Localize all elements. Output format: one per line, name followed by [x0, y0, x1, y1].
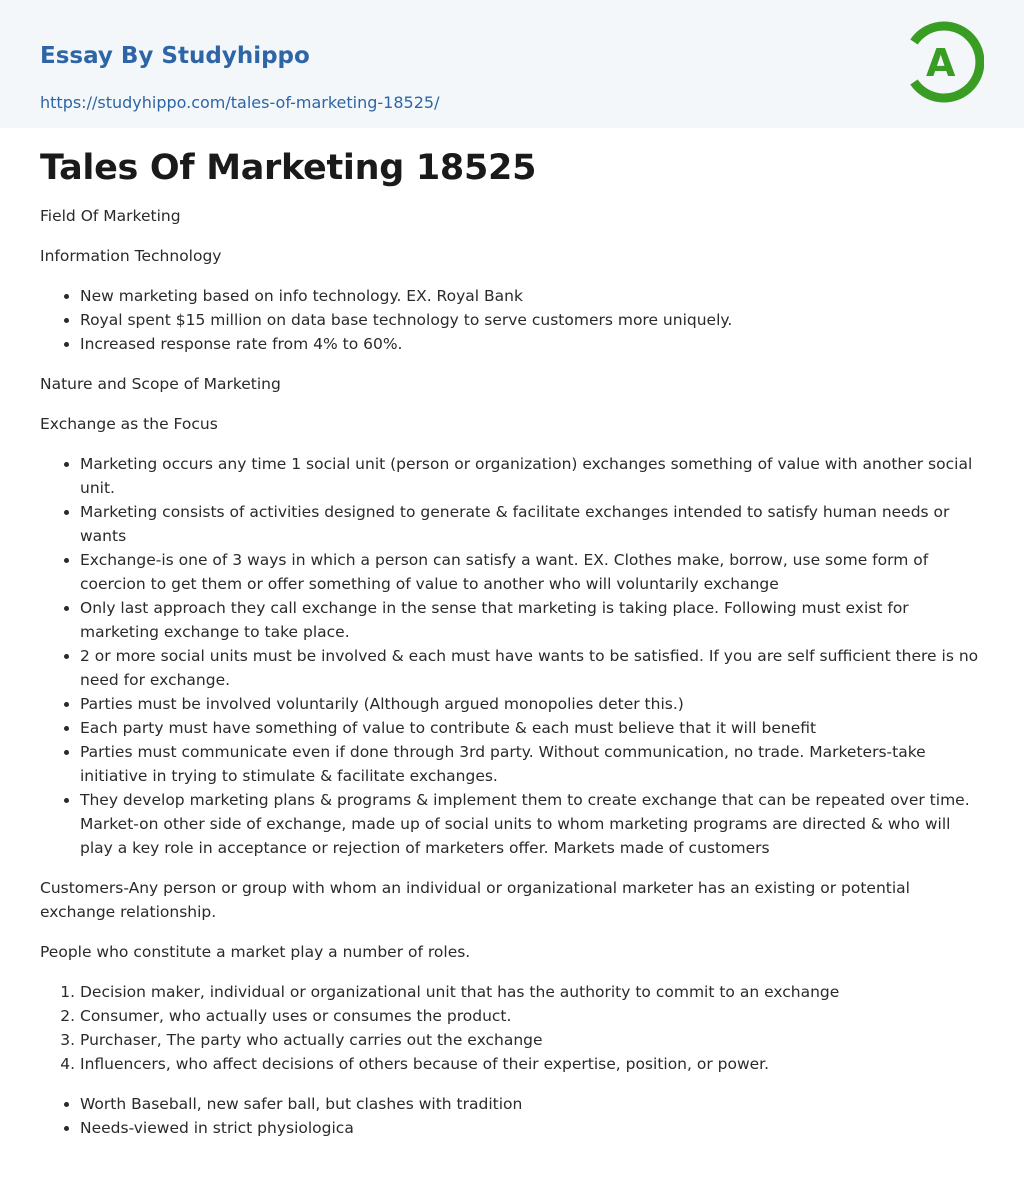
paragraph-customers: Customers-Any person or group with whom an individual or organizational marketer has an existing or potential exchange relationship.: [40, 879, 910, 921]
paragraph-information-technology: Information Technology: [40, 247, 222, 265]
bullet-list-exchange: [40, 452, 984, 860]
paragraph-market-roles: People who constitute a market play a number of roles.: [40, 943, 471, 961]
list-item: • Only last approach they call exchange in the sense that marketing is taking place. Following must exist for marketing exchange to take place.: [80, 596, 984, 644]
list-item: 4. Influencers, who affect decisions of others because of their expertise, position, or power.: [80, 1052, 984, 1076]
list-item: • Increased response rate from 4% to 60%.: [80, 332, 984, 356]
bullet-list-needs: [40, 1092, 984, 1140]
list-item: • 2 or more social units must be involved & each must have wants to be satisfied. If you are self sufficient there is no need for exchange.: [80, 644, 984, 692]
list-item: • Needs-viewed in strict physiologica: [80, 1116, 984, 1140]
paragraph-field-of-marketing: Field Of Marketing: [40, 207, 181, 225]
list-item: 3. Purchaser, The party who actually carries out the exchange: [80, 1028, 984, 1052]
article: [0, 128, 1024, 1140]
essay-url-link[interactable]: https://studyhippo.com/tales-of-marketing-18525/: [40, 93, 440, 112]
list-item: • Marketing consists of activities designed to generate & facilitate exchanges intended to satisfy human needs or wants: [80, 500, 984, 548]
list-item: • New marketing based on info technology. EX. Royal Bank: [80, 284, 984, 308]
brand-title: Essay By Studyhippo: [40, 43, 310, 69]
list-item: • Worth Baseball, new safer ball, but clashes with tradition: [80, 1092, 984, 1116]
list-item: • Royal spent $15 million on data base technology to serve customers more uniquely.: [80, 308, 984, 332]
list-item: • Marketing occurs any time 1 social unit (person or organization) exchanges something of value with another social unit.: [80, 452, 984, 500]
list-item: • Parties must be involved voluntarily (Although argued monopolies deter this.): [80, 692, 984, 716]
page-title: Tales Of Marketing 18525: [40, 148, 537, 188]
bullet-list-it: [40, 284, 984, 356]
paragraph-exchange-focus: Exchange as the Focus: [40, 415, 218, 433]
site-header: [0, 0, 1024, 128]
list-item: • Exchange-is one of 3 ways in which a person can satisfy a want. EX. Clothes make, borrow, use some form of coercion to get them or offer something of value to another who will voluntarily exchange: [80, 548, 984, 596]
list-item: • They develop marketing plans & programs & implement them to create exchange that can be repeated over time. Market-on other side of exchange, made up of social units to whom marketing programs are directed & who will play a key role in acceptance or rejection of marketers offer. Markets made of customers: [80, 788, 984, 860]
logo-letter: A: [926, 41, 956, 85]
numbered-list-roles: [40, 980, 984, 1076]
list-item: • Parties must communicate even if done through 3rd party. Without communication, no trade. Marketers-take initiative in trying to stimulate & facilitate exchanges.: [80, 740, 984, 788]
studyhippo-logo-icon: [900, 20, 984, 104]
list-item: • Each party must have something of value to contribute & each must believe that it will benefit: [80, 716, 984, 740]
list-item: 2. Consumer, who actually uses or consumes the product.: [80, 1004, 984, 1028]
paragraph-nature-scope: Nature and Scope of Marketing: [40, 375, 281, 393]
list-item: 1. Decision maker, individual or organizational unit that has the authority to commit to an exchange: [80, 980, 984, 1004]
